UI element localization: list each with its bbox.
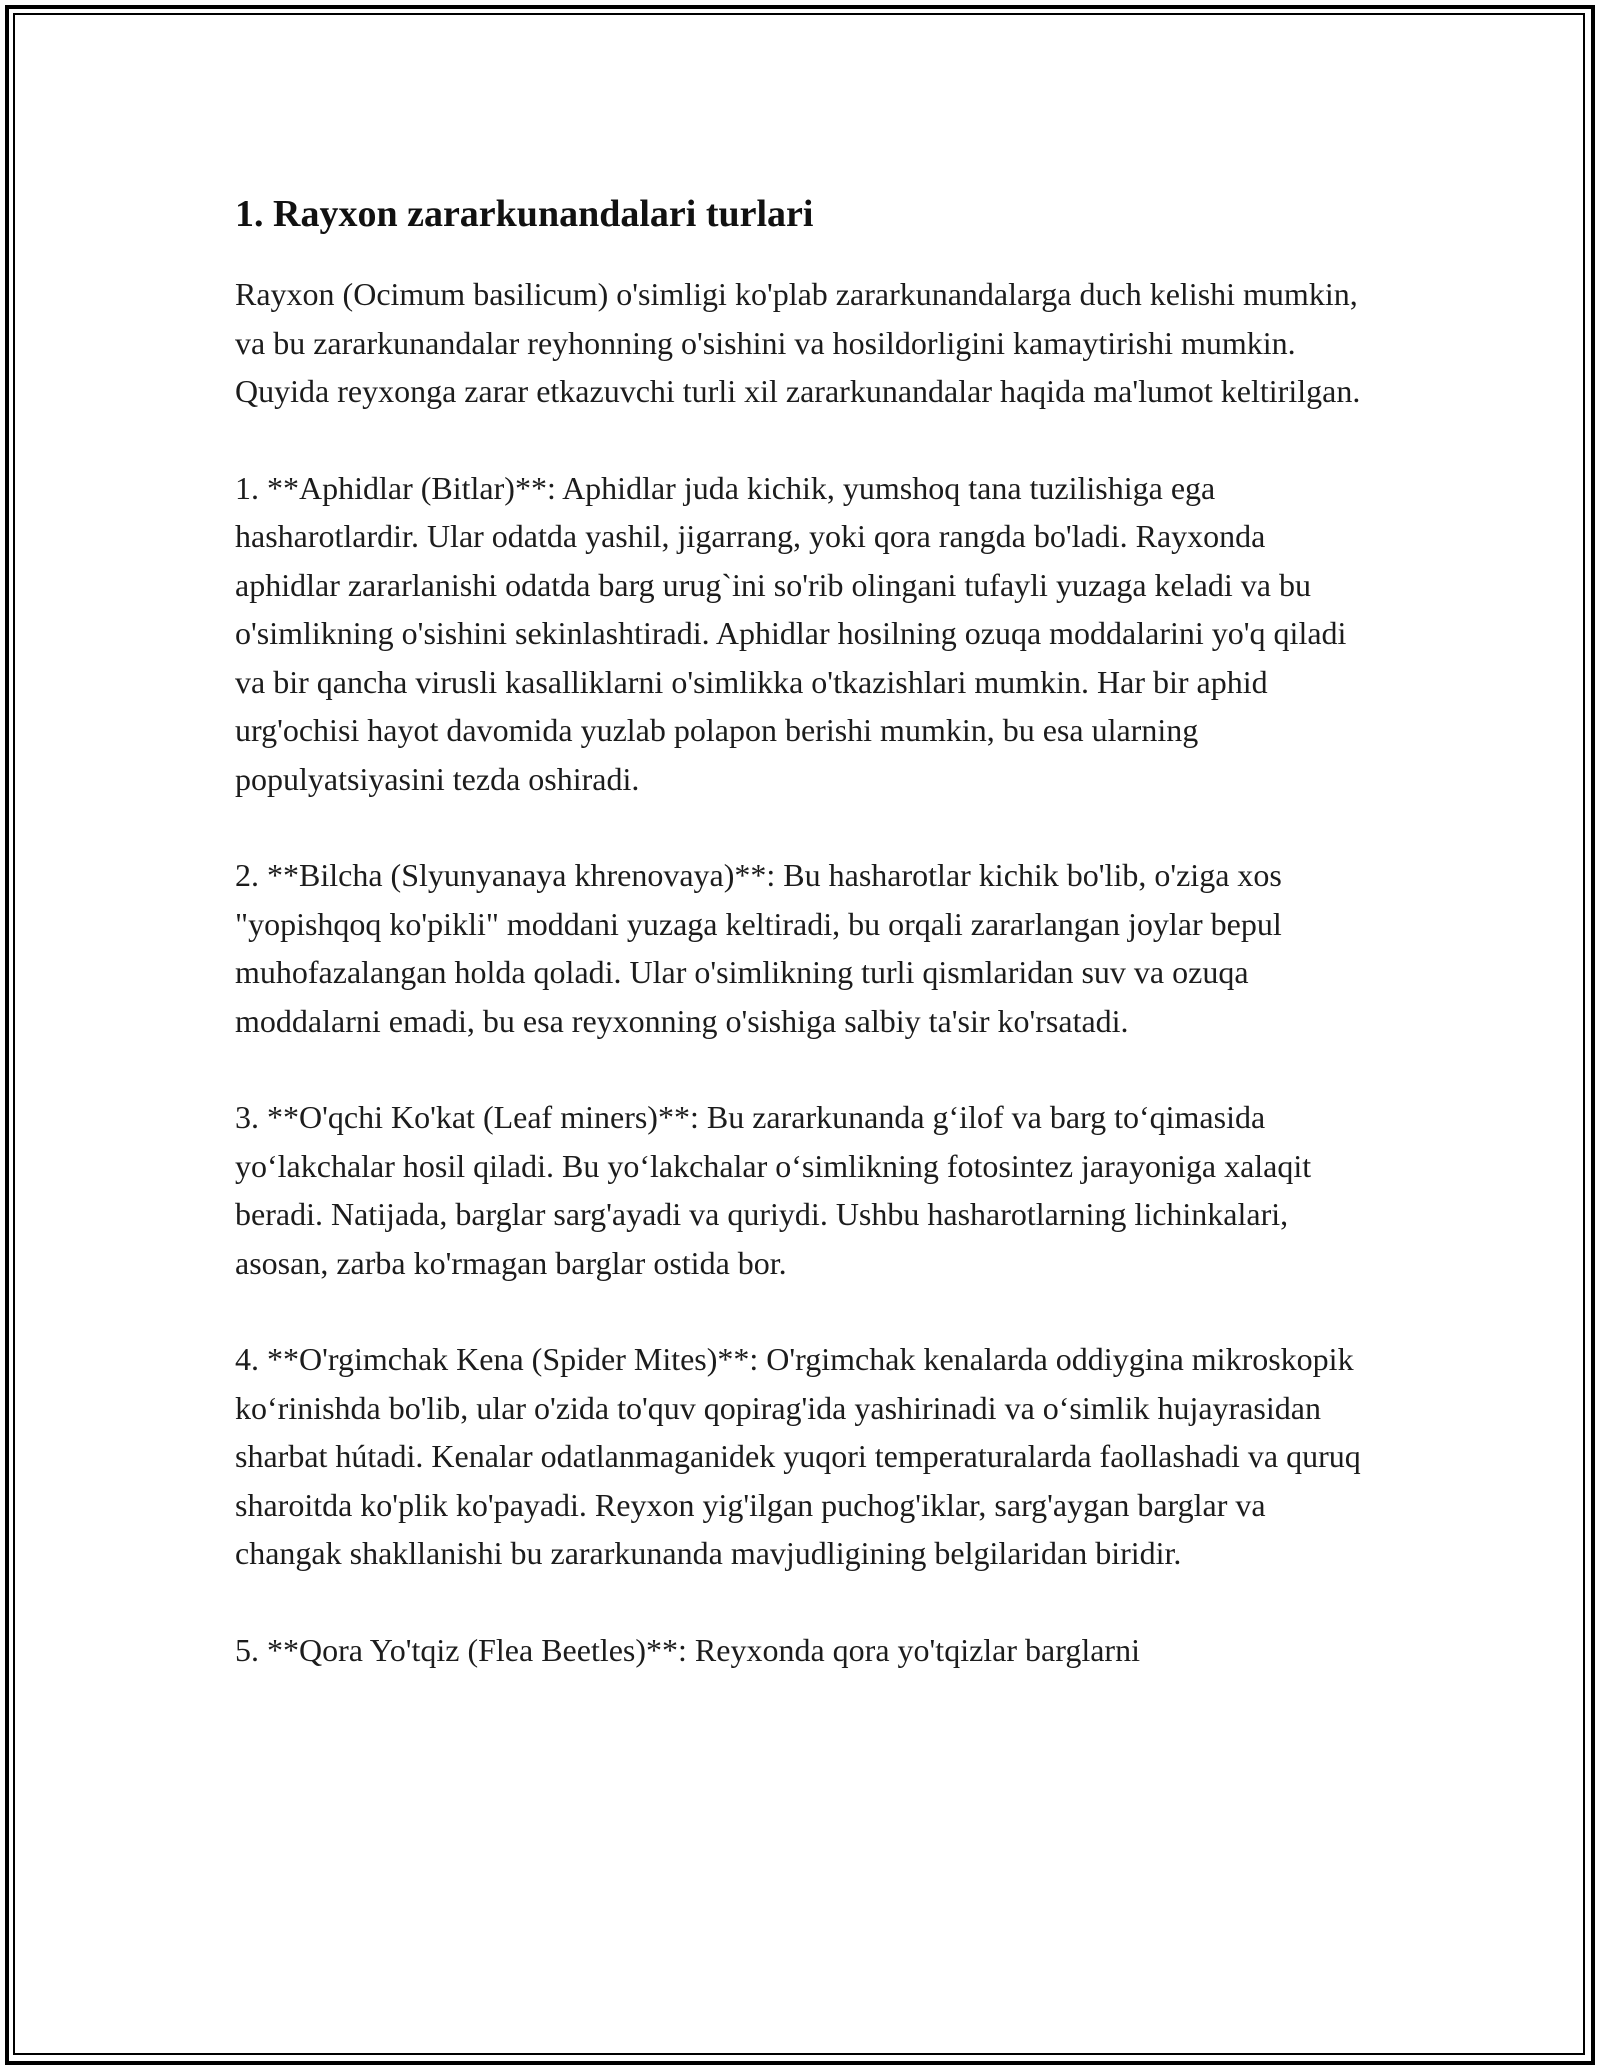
pest-item-aphids: 1. **Aphidlar (Bitlar)**: Aphidlar juda kichik, yumshoq tana tuzilishiga ega hasharotlardir. Ular odatda yashil, jigarrang, yoki qora rangda bo'ladi. Rayxonda aphidlar zararlanishi odatda barg urug`ini so'rib olingani tufayli yuzaga keladi va bu o'simlikning o'sishini sekinlashtiradi. Aphidlar hosilning ozuqa moddalarini yo'q qiladi va bir qancha virusli kasalliklarni o'simlikka o'tkazishlari mumkin. Har bir aphid urg'ochisi hayot davomida yuzlab polapon berishi mumkin, bu esa ularning populyatsiyasini tezda oshiradi. [235, 469, 1347, 797]
pest-item-leaf-miners: 3. **O'qchi Ko'kat (Leaf miners)**: Bu zararkunanda g‘ilof va barg to‘qimasida yo‘lakchalar hosil qiladi. Bu yo‘lakchalar o‘simlikning fotosintez jarayoniga xalaqit beradi. Natijada, barglar sarg'ayadi va quriydi. Ushbu hasharotlarning lichinkalari, asosan, zarba ko'rmagan barglar ostida bor. [235, 1099, 1312, 1281]
pest-item-flea-beetles: 5. **Qora Yo'tqiz (Flea Beetles)**: Reyxonda qora yo'tqizlar barglarni [235, 1631, 1140, 1668]
intro-paragraph: Rayxon (Ocimum basilicum) o'simligi ko'plab zararkunandalarga duch kelishi mumkin, va bu zararkunandalar reyhonning o'sishini va hosildorligini kamaytirishi mumkin. Quyida reyxonga zarar etkazuvchi turli xil zararkunandalar haqida ma'lumot keltirilgan. [235, 276, 1361, 409]
pest-item-spider-mites: 4. **O'rgimchak Kena (Spider Mites)**: O'rgimchak kenalarda oddiygina mikroskopik ko‘rinishda bo'lib, ular o'zida to'quv qopirag'ida yashirinadi va o‘simlik hujayrasidan sharbat hútadi. Kenalar odatlanmaganidek yuqori temperaturalarda faollashadi va quruq sharoitda ko'plik ko'payadi. Reyxon yig'ilgan puchog'iklar, sarg'aygan barglar va changak shakllanishi bu zararkunanda mavjudligining belgilaridan biridir. [235, 1341, 1361, 1571]
pest-item-spittlebug: 2. **Bilcha (Slyunyanaya khrenovaya)**: Bu hasharotlar kichik bo'lib, o'ziga xos "yopishqoq ko'pikli" moddani yuzaga keltiradi, bu orqali zararlangan joylar bepul muhofazalangan holda qoladi. Ular o'simlikning turli qismlaridan suv va ozuqa moddalarni emadi, bu esa reyxonning o'sishiga salbiy ta'sir ko'rsatadi. [235, 857, 1282, 1039]
document-title: 1. Rayxon zararkunandalari turlari [235, 193, 814, 235]
document-body [235, 188, 1375, 1722]
